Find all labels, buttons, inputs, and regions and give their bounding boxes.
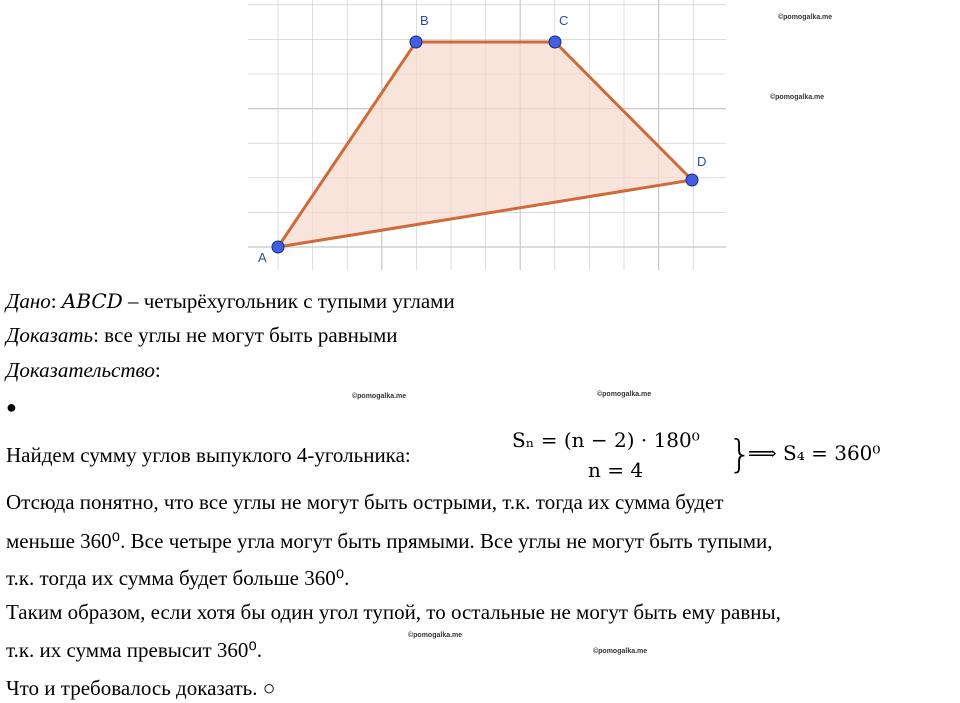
proof-colon: : [154, 358, 161, 382]
formula-n: n = 4 [588, 458, 644, 482]
paragraph-line-1: Отсюда понятно, что все углы не могут быть острыми, т.к. тогда их сумма будет [6, 490, 724, 514]
watermark: ©pomogalka.me [778, 14, 833, 21]
paragraph-line-2: меньше 360⁰. Все четыре угла могут быть прямыми. Все углы не могут быть тупыми, [6, 529, 773, 553]
given-line [6, 286, 455, 316]
given-label: Дано [6, 289, 51, 313]
given-rest: – четырёхугольник с тупыми углами [122, 289, 455, 313]
prove-rest: : все углы не могут быть равными [93, 323, 398, 347]
watermark: ©pomogalka.me [597, 391, 652, 398]
label-a: A [258, 250, 267, 265]
label-b: B [420, 13, 429, 28]
geometry-svg [248, 0, 726, 270]
paragraph-line-5: т.к. их сумма превысит 360⁰. [6, 638, 263, 662]
point-b [410, 36, 422, 48]
prove-label: Доказать [6, 323, 94, 347]
quadrilateral-abcd [278, 42, 692, 247]
proof-label: Доказательство [6, 358, 155, 382]
watermark: ©pomogalka.me [352, 393, 407, 400]
watermark: ©pomogalka.me [593, 648, 648, 655]
proof-line [6, 355, 161, 385]
paragraph-line-3: т.к. тогда их сумма будет больше 360⁰. [6, 566, 350, 590]
prove-line [6, 320, 398, 350]
given-sep: : [50, 289, 62, 313]
label-d: D [697, 154, 707, 169]
label-c: C [559, 13, 569, 28]
bullet: ● [6, 397, 17, 417]
quadrilateral-figure [248, 0, 726, 270]
point-a [272, 241, 284, 253]
formula-sum: Sₙ = (n − 2) · 180⁰ [512, 428, 700, 452]
watermark: ©pomogalka.me [770, 94, 825, 101]
formula-result: ⟹ S₄ = 360⁰ [748, 441, 881, 465]
sum-text: Найдем сумму углов выпуклого 4-угольника: [6, 443, 411, 467]
paragraph-line-6: Что и требовалось доказать. ○ [6, 676, 276, 700]
formula-brace: } [728, 432, 753, 476]
given-math: ABCD [61, 289, 123, 313]
point-d [686, 174, 698, 186]
watermark: ©pomogalka.me [408, 632, 463, 639]
point-c [549, 36, 561, 48]
paragraph-line-4: Таким образом, если хотя бы один угол тупой, то остальные не могут быть ему равны, [6, 600, 781, 624]
